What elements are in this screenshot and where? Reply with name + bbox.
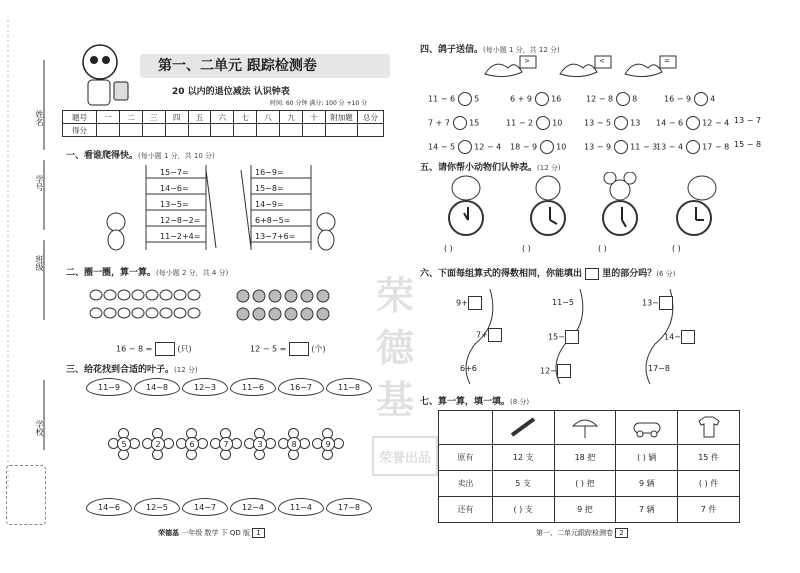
compare-item: 15 − 8 (734, 140, 762, 149)
compare-item: 12 − 8 8 (586, 92, 637, 106)
compare-item: 6 + 9 16 (510, 92, 561, 106)
sec7-row (439, 445, 740, 471)
watermark-stamp: 荣誉出品 (372, 436, 438, 476)
score-header-cell: 八 (257, 111, 280, 124)
compare-item: 14 − 5 12 − 4 (428, 140, 501, 154)
sec6-group3-a: 13− (642, 296, 673, 310)
score-cell[interactable] (119, 124, 142, 137)
header-banner (70, 40, 395, 112)
compare-item: 13 − 9 11 − 3 (584, 140, 657, 154)
sec6-group2-a: 11−5 (552, 298, 574, 307)
score-header-cell: 一 (97, 111, 120, 124)
binding-margin (0, 0, 60, 569)
footer-text: 第一、二单元跟踪检测卷 (536, 529, 613, 537)
score-cell[interactable] (142, 124, 165, 137)
sec6-title-box (585, 268, 599, 280)
ladders-illustration (66, 160, 396, 260)
score-cell[interactable] (326, 124, 358, 137)
clock-1 (448, 200, 484, 236)
clock-answer-2[interactable]: ( ) (522, 244, 531, 253)
score-header-cell: 五 (188, 111, 211, 124)
sec6-group1-a: 9+ (456, 296, 482, 310)
sec6-group1-b: 7+ (476, 328, 502, 342)
sec7-cell[interactable]: ( ) 支 (492, 497, 554, 523)
flower[interactable] (282, 432, 306, 456)
compare-circle[interactable] (453, 116, 467, 130)
bottom-leaf[interactable]: 14−6 (86, 498, 132, 516)
sec6-answer-box[interactable] (488, 328, 502, 342)
flower[interactable] (248, 432, 272, 456)
score-header-cell: 总分 (358, 111, 384, 124)
sec6-group3-c: 17−8 (648, 364, 670, 373)
car-icon (616, 411, 678, 445)
sec2-eq1: 16 − 8 = (只) (116, 342, 192, 356)
compare-circle[interactable] (614, 116, 628, 130)
score-header-cell: 十 (303, 111, 326, 124)
flower-number: 6 (185, 437, 199, 451)
sec7-cell: 12 支 (492, 445, 554, 471)
ladder-left-item: 11−2+4= (160, 232, 201, 241)
clock-3 (602, 200, 638, 236)
sec6-group2-b: 15− (548, 330, 579, 344)
ladder-left-item: 15−7= (160, 168, 189, 177)
flower[interactable] (146, 432, 170, 456)
score-cell[interactable] (165, 124, 188, 137)
sec7-cell[interactable]: ( ) 件 (678, 471, 740, 497)
section-2-title: 二、圈一圈，算一算。(每小题 2 分，共 4 分) (66, 268, 229, 278)
score-table-score-row (63, 124, 384, 137)
score-header-cell: 七 (234, 111, 257, 124)
sec6-group3-b: 14− (664, 330, 695, 344)
compare-item: 14 − 6 12 − 4 (656, 116, 729, 130)
pencil-icon (492, 411, 554, 445)
ladder-left-item: 12−8−2= (160, 216, 201, 225)
apples-group-icon (235, 287, 365, 323)
score-table-header-row (63, 111, 384, 124)
compare-item: 13 − 4 17 − 8 (656, 140, 729, 154)
mascot-logo-icon (6, 465, 46, 525)
sec7-cell: 9 把 (554, 497, 616, 523)
sec2-eq2: 12 − 5 = (个) (250, 342, 326, 356)
flower-number: 8 (287, 437, 301, 451)
top-leaf[interactable]: 11−6 (230, 378, 276, 396)
compare-circle[interactable] (535, 92, 549, 106)
bottom-leaf[interactable]: 17−8 (326, 498, 372, 516)
sec7-cell[interactable]: ( ) 辆 (616, 445, 678, 471)
flower-number: 3 (253, 437, 267, 451)
flower[interactable] (180, 432, 204, 456)
section-1-title: 一、看谁爬得快。(每小题 1 分，共 10 分) (66, 151, 215, 161)
score-header-cell: 附加题 (326, 111, 358, 124)
compare-item: 13 − 5 13 (584, 116, 640, 130)
compare-item: 18 − 9 10 (510, 140, 566, 154)
ladder-left-item: 14−6= (160, 184, 189, 193)
compare-item: 16 − 9 4 (664, 92, 715, 106)
flower[interactable] (214, 432, 238, 456)
time-score-info: 时间: 60 分钟 满分: 100 分 +10 分 (270, 100, 368, 107)
sec7-cell[interactable]: ( ) 把 (554, 471, 616, 497)
flower[interactable] (316, 432, 340, 456)
student-number-label: 学号 (35, 175, 44, 191)
ladder-left-item: 13−5= (160, 200, 189, 209)
sec2-eq2-answer-box[interactable] (289, 342, 309, 356)
ladder-right-item: 15−8= (255, 184, 284, 193)
score-header-cell: 题号 (63, 111, 97, 124)
sec6-group1-c: 6+6 (460, 364, 477, 373)
sec7-row-label: 卖出 (439, 471, 493, 497)
top-leaf[interactable]: 12−3 (182, 378, 228, 396)
score-cell[interactable] (188, 124, 211, 137)
name-label: 姓名 (35, 110, 44, 126)
sec6-answer-box[interactable] (659, 296, 673, 310)
compare-item: 7 + 7 15 (428, 116, 479, 130)
section-5-title: 五、请你帮小动物们认钟表。(12 分) (420, 163, 561, 173)
clock-answer-1[interactable]: ( ) (444, 244, 453, 253)
ladder-right-item: 14−9= (255, 200, 284, 209)
sec6-answer-box[interactable] (557, 364, 571, 378)
score-cell[interactable] (211, 124, 234, 137)
birds-group-icon (88, 287, 218, 323)
bottom-leaf[interactable]: 12−5 (134, 498, 180, 516)
animal-heads-illustration (430, 172, 750, 204)
compare-item: 13 − 7 (734, 116, 762, 125)
compare-circle[interactable] (536, 116, 550, 130)
bottom-leaf[interactable]: 14−7 (182, 498, 228, 516)
flower-number: 7 (219, 437, 233, 451)
ladder-right-item: 16−9= (255, 168, 284, 177)
compare-item: 11 − 2 10 (506, 116, 562, 130)
page-title: 第一、二单元 跟踪检测卷 (158, 58, 317, 74)
compare-circle[interactable] (458, 140, 472, 154)
footer-brand: 荣德基 (158, 529, 179, 537)
score-header-cell: 二 (119, 111, 142, 124)
sec7-corner-cell (439, 411, 493, 445)
footer-left (158, 528, 265, 538)
compare-circle[interactable] (616, 92, 630, 106)
compare-circle[interactable] (614, 140, 628, 154)
top-leaf[interactable]: 11−8 (326, 378, 372, 396)
clock-4 (676, 200, 712, 236)
flower[interactable] (112, 432, 136, 456)
score-cell[interactable] (234, 124, 257, 137)
sec7-row (439, 471, 740, 497)
score-cell[interactable] (358, 124, 384, 137)
compare-circle[interactable] (540, 140, 554, 154)
score-cell[interactable] (257, 124, 280, 137)
section-3-title: 三、给花找到合适的叶子。(12 分) (66, 365, 198, 375)
flower-number: 2 (151, 437, 165, 451)
sec7-cell: 5 支 (492, 471, 554, 497)
cartoon-boy-icon (70, 40, 140, 110)
footer-text: 一年级 数学 下 QD 版 (181, 529, 251, 537)
ladder-right-item: 6+8−5= (255, 216, 291, 225)
bottom-leaf[interactable]: 12−4 (230, 498, 276, 516)
score-header-cell: 四 (165, 111, 188, 124)
compare-item: 11 − 6 5 (428, 92, 479, 106)
compare-circle[interactable] (694, 92, 708, 106)
page-number: 2 (615, 528, 627, 538)
sec7-table (438, 410, 740, 523)
compare-circle[interactable] (686, 116, 700, 130)
sec7-cell: 15 件 (678, 445, 740, 471)
sec7-cell: 18 把 (554, 445, 616, 471)
sec7-cell: 7 件 (678, 497, 740, 523)
pigeon-symbol-lt: < (599, 57, 605, 65)
sec7-row (439, 497, 740, 523)
bottom-leaf[interactable]: 11−4 (278, 498, 324, 516)
sec2-eq1-answer-box[interactable] (155, 342, 175, 356)
score-row-label: 得分 (63, 124, 97, 137)
school-label: 学校 (35, 420, 44, 436)
top-leaf[interactable]: 16−7 (278, 378, 324, 396)
sec6-group2-c: 12− (540, 364, 571, 378)
footer-right (536, 528, 628, 538)
sec7-cell: 9 辆 (616, 471, 678, 497)
score-header-cell: 三 (142, 111, 165, 124)
top-leaf[interactable]: 11−9 (86, 378, 132, 396)
shirt-icon (678, 411, 740, 445)
score-cell[interactable] (303, 124, 326, 137)
pigeon-symbol-gt: > (524, 57, 530, 65)
class-label: 班级 (35, 255, 44, 271)
score-table (62, 110, 384, 137)
top-leaf[interactable]: 14−8 (134, 378, 180, 396)
sec7-row-label: 还有 (439, 497, 493, 523)
sec7-icon-row (439, 411, 740, 445)
sec7-row-label: 原有 (439, 445, 493, 471)
flower-number: 9 (321, 437, 335, 451)
section-6-title: 六、下面每组算式的得数相同，你能填出 里的部分吗？(6 分) (420, 269, 676, 279)
sec6-answer-box[interactable] (468, 296, 482, 310)
compare-circle[interactable] (458, 92, 472, 106)
umbrella-icon (554, 411, 616, 445)
compare-circle[interactable] (686, 140, 700, 154)
sec6-answer-box[interactable] (565, 330, 579, 344)
flower-number: 5 (117, 437, 131, 451)
ladder-right-item: 13−7+6= (255, 232, 296, 241)
score-cell[interactable] (97, 124, 120, 137)
watermark: 荣 德 基 (375, 273, 414, 422)
clock-answer-3[interactable]: ( ) (598, 244, 607, 253)
page-subtitle: 20 以内的退位减法 认识钟表 (172, 87, 290, 97)
score-header-cell: 六 (211, 111, 234, 124)
sec7-cell: 7 辆 (616, 497, 678, 523)
page-number: 1 (252, 528, 264, 538)
section-7-title: 七、算一算，填一填。(8 分) (420, 397, 530, 407)
score-cell[interactable] (280, 124, 303, 137)
section-4-title: 四、鸽子送信。(每小题 1 分，共 12 分) (420, 45, 560, 55)
pigeon-symbol-eq: = (664, 57, 670, 65)
clock-2 (530, 200, 566, 236)
clock-answer-4[interactable]: ( ) (672, 244, 681, 253)
score-header-cell: 九 (280, 111, 303, 124)
sec6-answer-box[interactable] (681, 330, 695, 344)
